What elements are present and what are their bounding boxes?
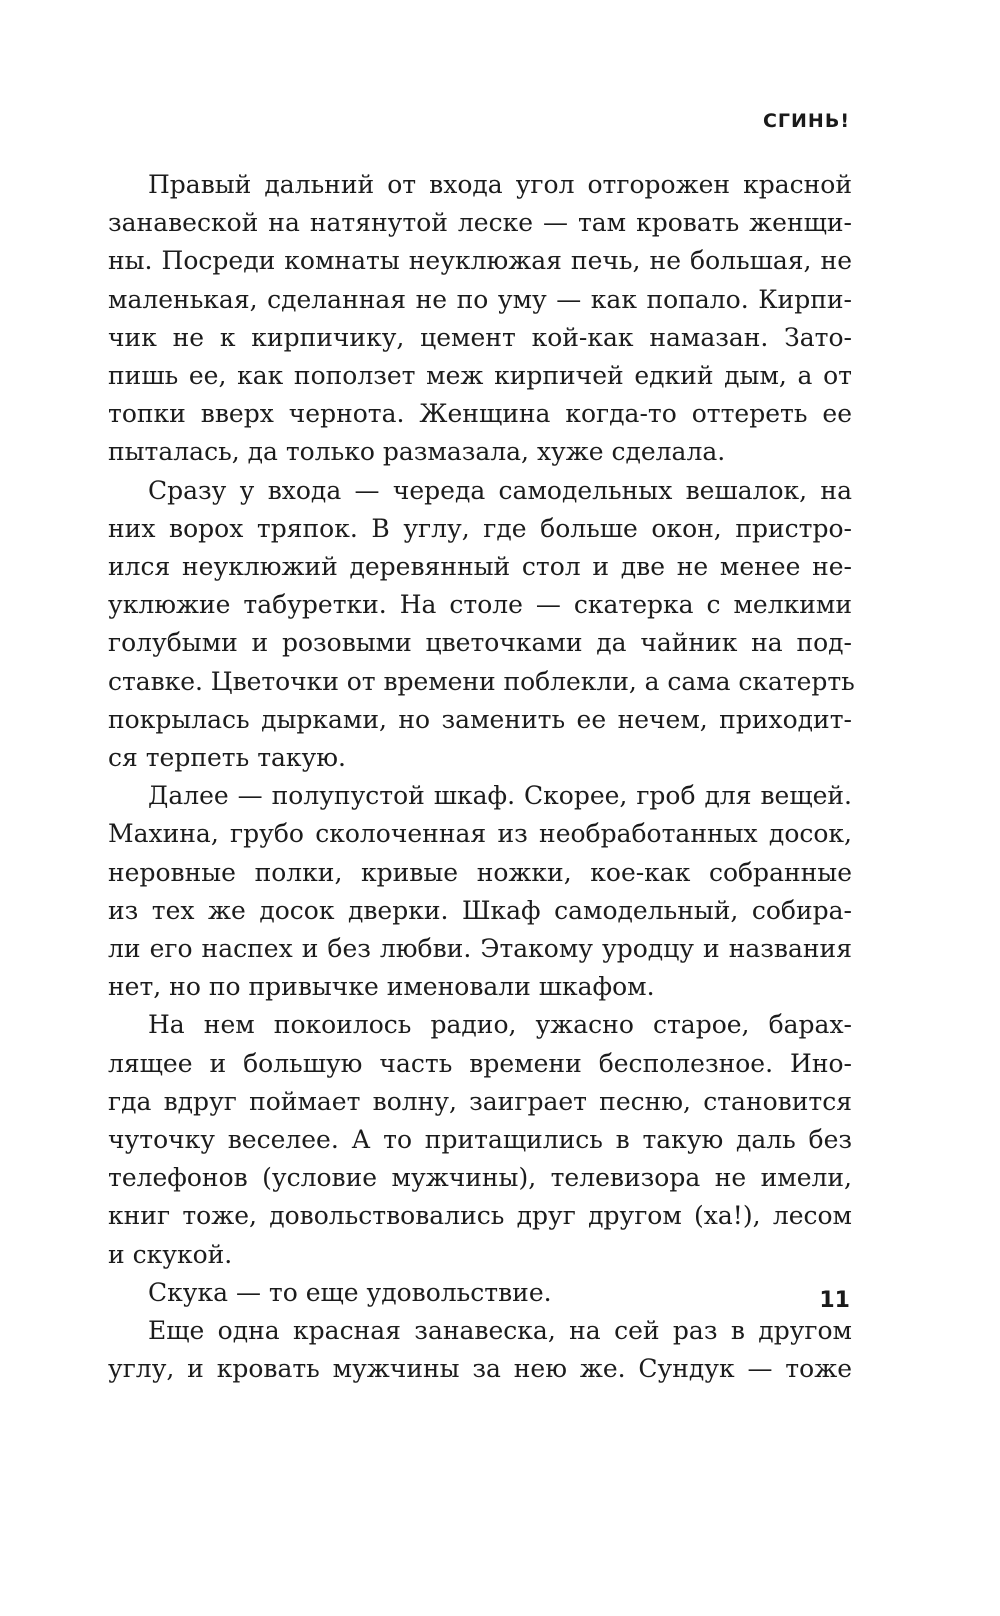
text-line: гда вдруг поймает волну, заиграет песню, становится — [108, 1086, 852, 1116]
text-line: чик не к кирпичику, цемент кой-как намазан. Зато- — [108, 322, 852, 352]
text-line: Сразу у входа — череда самодельных вешалок, на — [148, 475, 852, 505]
text-line: нет, но по привычке именовали шкафом. — [108, 972, 655, 1002]
text-line: ны. Посреди комнаты неуклюжая печь, не большая, не — [108, 246, 852, 276]
text-line: из тех же досок дверки. Шкаф самодельный, собира- — [108, 895, 852, 925]
text-line: книг тоже, довольствовались друг другом (ха!), лесом — [108, 1201, 852, 1231]
text-line: Скука — то еще удовольствие. — [148, 1277, 552, 1307]
text-line: покрылась дырками, но заменить ее нечем, приходит- — [108, 704, 852, 734]
text-line: чуточку веселее. А то притащились в такую даль без — [108, 1125, 852, 1155]
paragraph — [108, 1274, 852, 1312]
text-line: уклюжие табуретки. На столе — скатерка с мелкими — [108, 590, 852, 620]
text-line: пишь ее, как поползет меж кирпичей едкий дым, а от — [108, 361, 852, 391]
page-number: 11 — [819, 1288, 850, 1313]
text-line: углу, и кровать мужчины за нею же. Сундук — тоже — [108, 1354, 852, 1384]
running-title: СГИНЬ! — [762, 110, 850, 132]
text-line: неровные полки, кривые ножки, кое-как собранные — [108, 857, 852, 887]
text-line: телефонов (условие мужчины), телевизора не имели, — [108, 1163, 852, 1193]
text-line: Еще одна красная занавеска, на сей раз в другом — [148, 1316, 852, 1346]
text-line: и скукой. — [108, 1239, 233, 1269]
text-line: ставке. Цветочки от времени поблекли, а сама скатерть — [108, 666, 855, 696]
body-text — [108, 166, 855, 1389]
text-line: пыталась, да только размазала, хуже сделала. — [108, 437, 726, 467]
paragraph — [108, 1312, 852, 1388]
text-line: На нем покоилось радио, ужасно старое, барах- — [148, 1010, 852, 1040]
paragraph — [108, 166, 852, 472]
text-line: голубыми и розовыми цветочками да чайник на под- — [108, 628, 852, 658]
text-line: топки вверх чернота. Женщина когда-то оттереть ее — [108, 399, 852, 429]
text-line: ся терпеть такую. — [108, 743, 346, 773]
text-line: ился неуклюжий деревянный стол и две не менее не- — [108, 552, 852, 582]
text-line: Махина, грубо сколоченная из необработанных досок, — [108, 819, 852, 849]
text-line: ли его наспех и без любви. Этакому уродцу и названия — [108, 934, 852, 964]
paragraph — [108, 777, 852, 1006]
text-line: маленькая, сделанная не по уму — как попало. Кирпи- — [108, 284, 852, 314]
text-line: занавеской на натянутой леске — там кровать женщи- — [108, 208, 852, 238]
paragraph — [108, 1006, 852, 1273]
text-line: лящее и большую часть времени бесполезное. Ино- — [108, 1048, 852, 1078]
paragraph — [108, 472, 855, 778]
text-line: них ворох тряпок. В углу, где больше окон, пристро- — [108, 513, 852, 543]
text-line: Далее — полупустой шкаф. Скорее, гроб для вещей. — [148, 781, 852, 811]
text-line: Правый дальний от входа угол отгорожен красной — [148, 170, 852, 199]
